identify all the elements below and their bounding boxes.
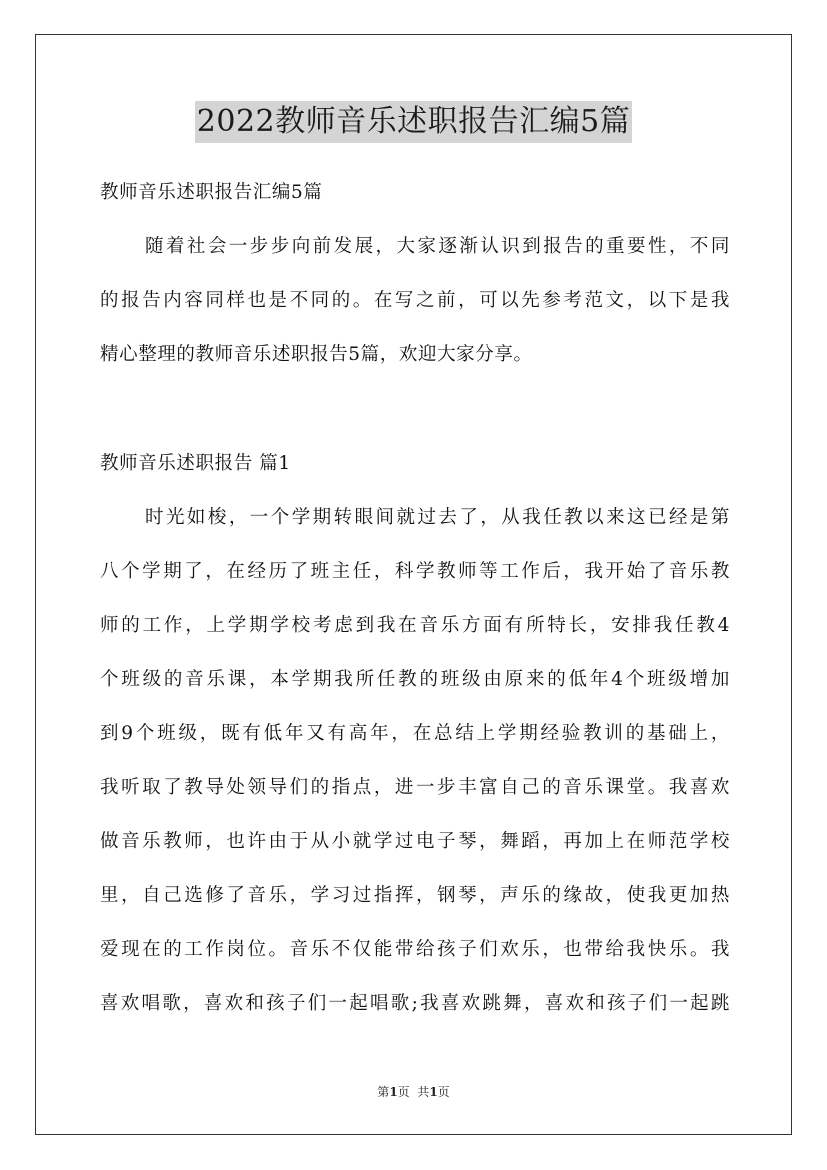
footer-page-total: 1 [429,1085,438,1099]
body-line: 爱现在的工作岗位。音乐不仅能带给孩子们欢乐，也带给我快乐。我 [100,939,730,960]
intro-line: 的报告内容同样也是不同的。在写之前，可以先参考范文，以下是我 [100,290,730,311]
body-line: 八个学期了，在经历了班主任，科学教师等工作后，我开始了音乐教 [100,561,730,582]
page-footer [0,1084,827,1100]
body-line: 里，自己选修了音乐，学习过指挥，钢琴，声乐的缘故，使我更加热 [100,885,730,906]
footer-page-current: 1 [389,1085,398,1099]
footer-page-suffix: 页 [437,1085,450,1099]
intro-line: 精心整理的教师音乐述职报告5篇，欢迎大家分享。 [100,344,533,365]
body-line: 喜欢唱歌，喜欢和孩子们一起唱歌;我喜欢跳舞，喜欢和孩子们一起跳 [100,993,730,1014]
section-heading: 教师音乐述职报告 篇1 [100,453,291,474]
body-line: 师的工作，上学期学校考虑到我在音乐方面有所特长，安排我任教4 [100,615,730,636]
document-subtitle: 教师音乐述职报告汇编5篇 [100,182,323,203]
body-line: 做音乐教师，也许由于从小就学过电子琴，舞蹈，再加上在师范学校 [100,831,730,852]
body-line: 我听取了教导处领导们的指点，进一步丰富自己的音乐课堂。我喜欢 [100,777,730,798]
intro-line: 随着社会一步步向前发展，大家逐渐认识到报告的重要性，不同 [145,236,730,257]
footer-page-mid: 页 共 [397,1085,430,1099]
body-line: 时光如梭，一个学期转眼间就过去了，从我任教以来这已经是第 [145,507,730,528]
body-line: 到9个班级，既有低年又有高年，在总结上学期经验教训的基础上， [100,723,730,744]
document-title: 2022教师音乐述职报告汇编5篇 [195,101,632,143]
title-container [0,101,827,143]
body-line: 个班级的音乐课，本学期我所任教的班级由原来的低年4个班级增加 [100,669,730,690]
footer-page-prefix: 第 [377,1085,390,1099]
